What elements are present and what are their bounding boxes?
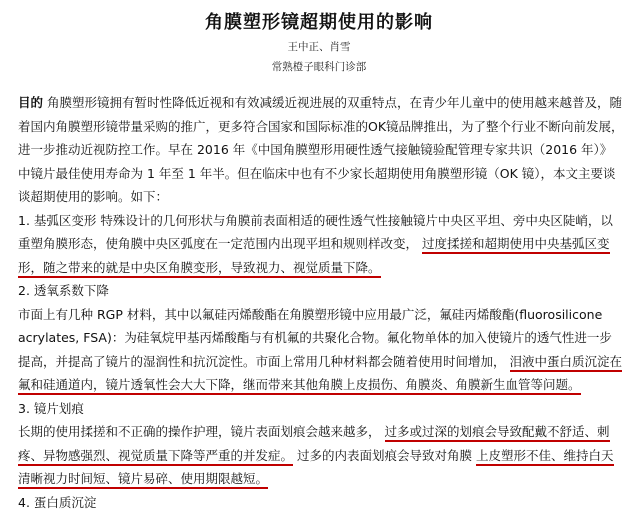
section-2-heading: 2. 透氧系数下降: [18, 279, 624, 303]
section-2-text: 市面上有几种 RGP 材料，其中以氟硅丙烯酸酯在角膜塑形镜中应用最广泛，氟硅丙烯酸酯(fluorosilicone acrylates, FSA)：为硅氧烷甲基丙烯酸酯与有机氟的共聚化合物。氟化物单体的加入使镜片的透气性进一步提高，并提高了镜片的湿润性和抗沉淀性。市面上常用几种材料都会随着使用时间增加，: [18, 307, 612, 369]
section-2-highlight: 泪液中蛋白质沉淀在氟和硅通道内，镜片透氧性会大大下降，继而带来其他角膜上皮损伤、角膜炎、角膜新生血管等问题。: [18, 354, 622, 396]
objective-text: 角膜塑形镜拥有暂时性降低近视和有效减缓近视进展的双重特点，在青少年儿童中的使用越来越普及，随着国内角膜塑形镜带量采购的推广，更多符合国家和国际标准的OK镜品牌推出，为了整个行业不断向前发展，进一步推动近视防控工作。早在 2016 年《中国角膜塑形用硬性透气接触镜验配管理专家共识（2016 年）》中镜片最佳使用寿命为 1 年至 1 年半。但在临床中也有不少家长超期使用角膜塑形镜（OK 镜），本文主要谈谈超期使用的影响。如下：: [18, 95, 624, 204]
section-1-heading: 1. 基弧区变形: [18, 213, 96, 228]
affiliation: 常熟橙子眼科门诊部: [0, 59, 638, 74]
section-1-highlight: 过度揉搓和超期使用中央基弧区变形，随之带来的就是中央区角膜变形，导致视力、视觉质量下降。: [18, 236, 610, 278]
section-1-text: 特殊设计的几何形状与角膜前表面相适的硬性透气性接触镜片中央区平坦、旁中央区陡峭，以重塑角膜形态，使角膜中央区弧度在一定范围内出现平坦和规则样改变，: [18, 213, 613, 252]
section-1-paragraph: [18, 209, 624, 280]
objective-label: 目的: [18, 95, 43, 110]
section-4-heading: 4. 蛋白质沉淀: [18, 491, 624, 514]
section-2-paragraph: [18, 303, 624, 397]
section-3-text: 长期的使用揉搓和不正确的操作护理，镜片表面划痕会越来越多，: [18, 424, 381, 439]
authors: 王中正、肖雪: [0, 39, 638, 54]
section-3-highlight-b: 上皮塑形不佳、维持白天清晰视力时间短、镜片易碎、使用期限越短。: [18, 448, 614, 490]
objective-paragraph: [18, 91, 624, 209]
article-title: 角膜塑形镜超期使用的影响: [0, 8, 638, 34]
section-3-heading: 3. 镜片划痕: [18, 397, 624, 421]
article-body: [18, 91, 624, 514]
section-3-highlight-a: 过多或过深的划痕会导致配戴不舒适、刺疼、异物感强烈、视觉质量下降等严重的并发症。: [18, 424, 610, 466]
section-3-text-b: 过多的内表面划痕会导致对角膜: [297, 448, 472, 463]
section-3-paragraph: [18, 420, 624, 491]
